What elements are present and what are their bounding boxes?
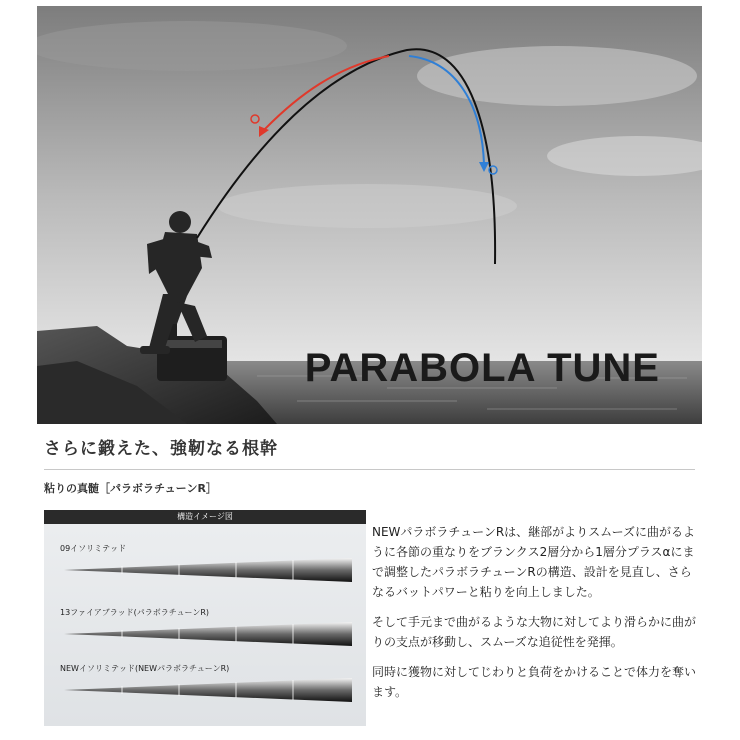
rod-graphic [44, 612, 366, 652]
section-title: さらに鍛えた、強靭なる根幹 [44, 439, 278, 459]
section-subtitle: 粘りの真髄［パラボラチューンR］ [44, 482, 217, 495]
divider [44, 469, 695, 470]
hero-image [37, 6, 702, 424]
rod-graphic [44, 548, 366, 588]
hero-title: PARABOLA TUNE [304, 346, 660, 390]
rod-label: 13ファイアブラッド(パラボラチューンR) [60, 608, 210, 617]
rod-label: 09イソリミテッド [60, 544, 127, 553]
description [372, 522, 700, 712]
diagram-header: 構造イメージ図 [44, 510, 366, 524]
rod-graphic [44, 668, 366, 708]
description-paragraph: NEWパラボラチューンRは、継部がよりスムーズに曲がるように各節の重なりをブランクス2層分から1層分プラスαにまで調整したパラボラチューンRの構造、設計を見直し、さらなるバットパワーと粘りを向上しました。 [372, 525, 695, 599]
description-paragraph: 同時に獲物に対してじわりと負荷をかけることで体力を奪います。 [372, 665, 697, 699]
structure-diagram [44, 510, 366, 726]
description-paragraph: そして手元まで曲がるような大物に対してより滑らかに曲がりの支点が移動し、スムーズな追従性を発揮。 [372, 615, 697, 649]
rod-label: NEWイソリミテッド(NEWパラボラチューンR) [60, 664, 230, 673]
